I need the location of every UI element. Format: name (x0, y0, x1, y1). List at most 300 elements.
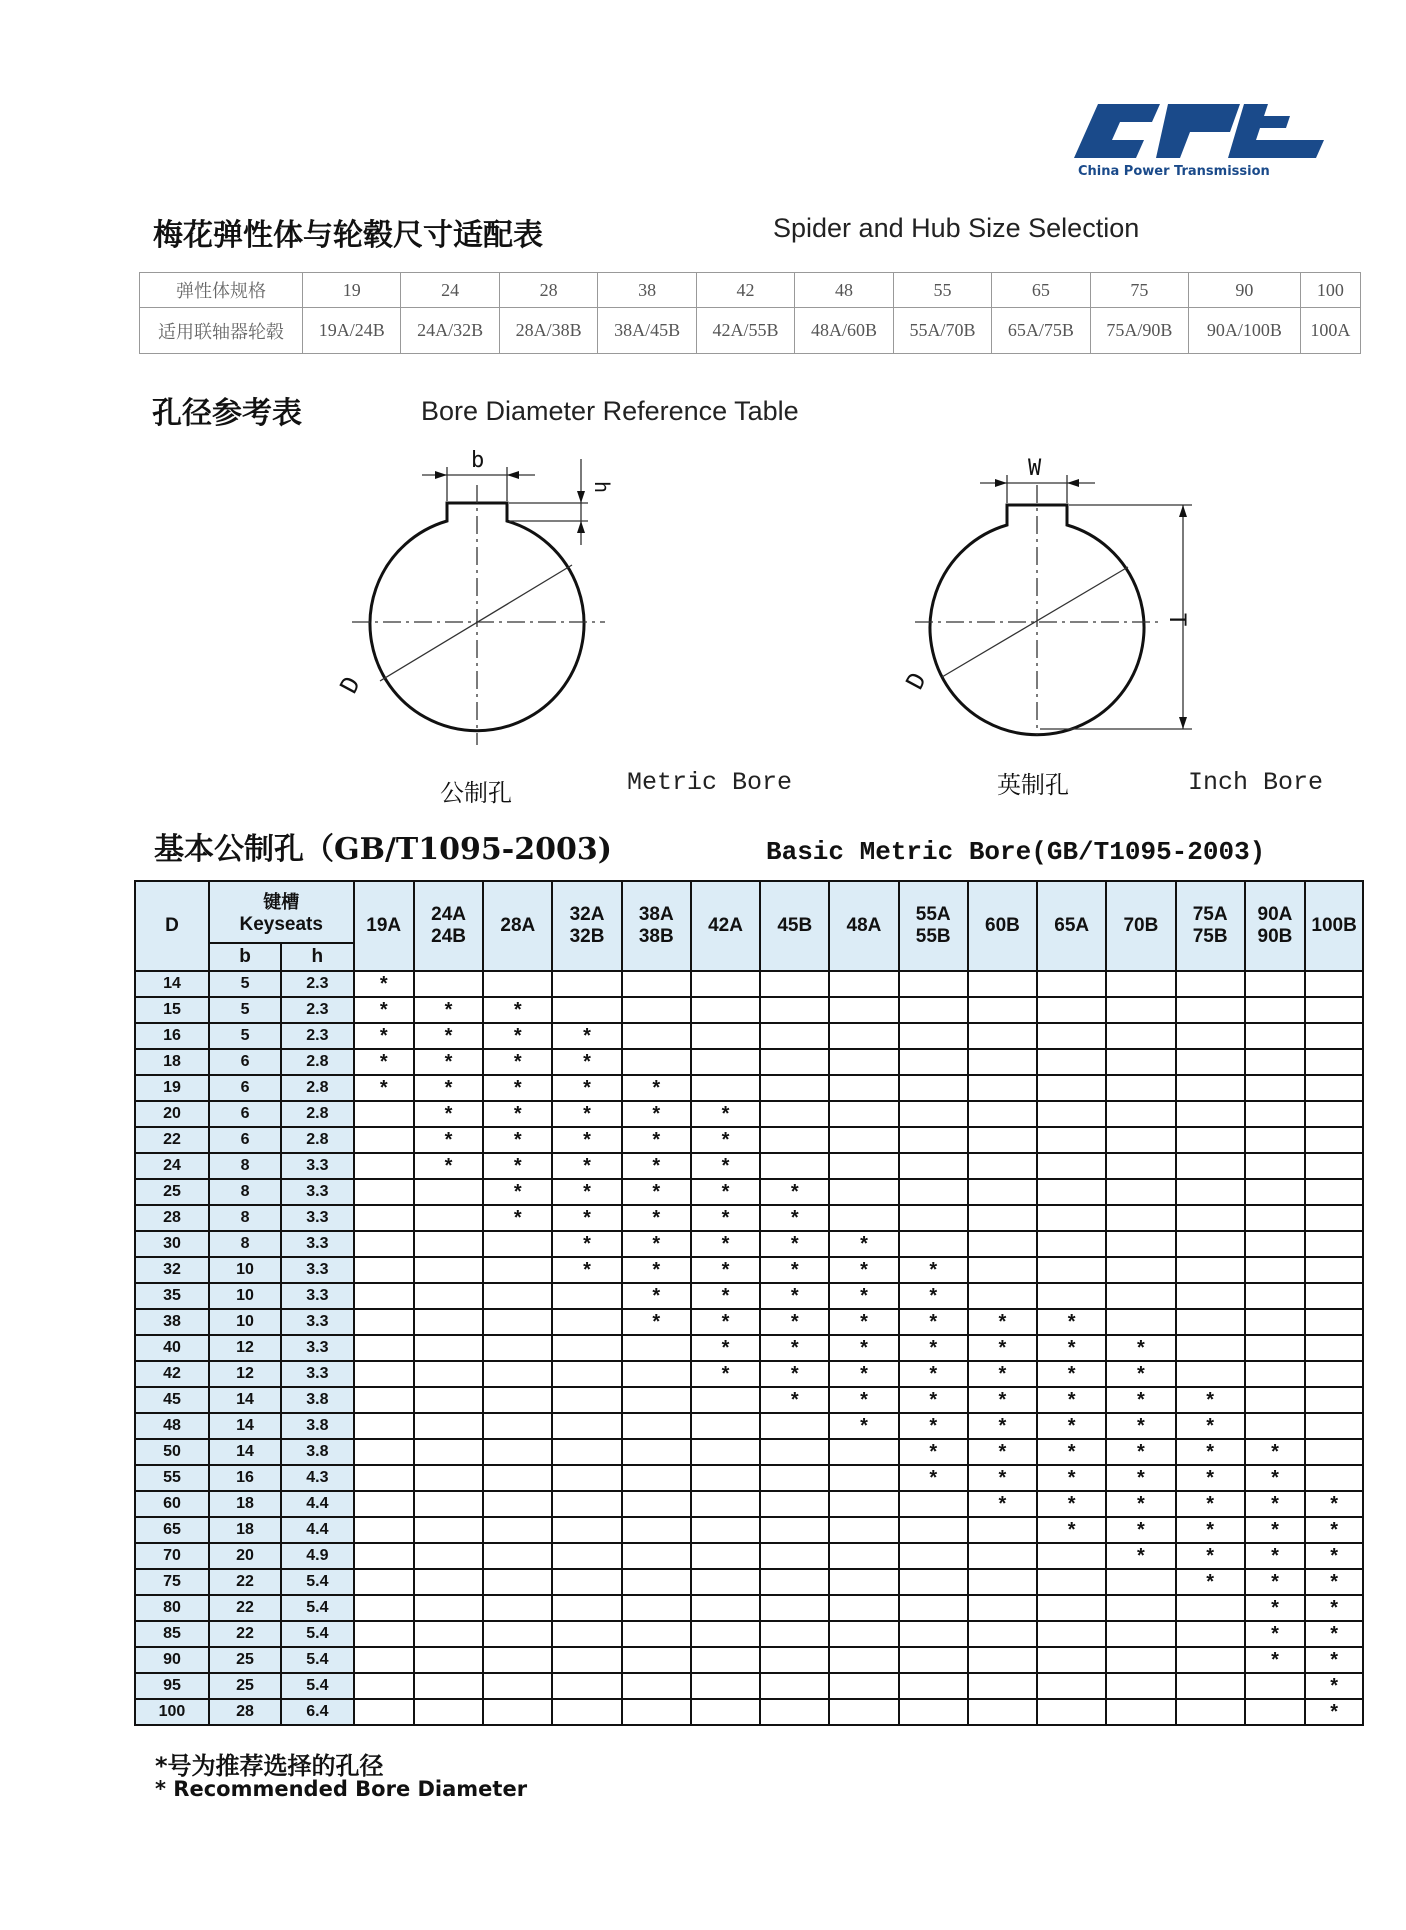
recommended-mark: * (760, 1361, 829, 1387)
empty-cell (622, 1517, 691, 1543)
keyseat-h-cell: 3.8 (281, 1439, 353, 1465)
recommended-mark: * (1245, 1517, 1305, 1543)
empty-cell (483, 971, 552, 997)
empty-cell (1245, 1179, 1305, 1205)
bore-d-cell: 18 (135, 1049, 209, 1075)
keyseat-h-cell: 2.3 (281, 997, 353, 1023)
table-row (135, 1309, 1363, 1335)
hub-label-line1: 48A (846, 915, 882, 936)
empty-cell (622, 1439, 691, 1465)
empty-cell (760, 1543, 829, 1569)
empty-cell (899, 1101, 968, 1127)
spider-hub-cell: 24A/32B (401, 308, 499, 354)
recommended-mark: * (1305, 1543, 1363, 1569)
metric-d-dimension-line (380, 565, 572, 681)
empty-cell (622, 1647, 691, 1673)
empty-cell (1176, 1699, 1245, 1725)
empty-cell (552, 1283, 621, 1309)
bore-d-cell: 22 (135, 1127, 209, 1153)
empty-cell (1106, 1127, 1175, 1153)
empty-cell (483, 1465, 552, 1491)
table-row (135, 1127, 1363, 1153)
empty-cell (1176, 997, 1245, 1023)
bore-table-header-row (135, 881, 1363, 943)
table-row (135, 1647, 1363, 1673)
table-row (135, 1465, 1363, 1491)
empty-cell (483, 1413, 552, 1439)
recommended-mark: * (1037, 1491, 1106, 1517)
spider-hub-cell: 90A/100B (1189, 308, 1301, 354)
recommended-mark: * (760, 1309, 829, 1335)
empty-cell (899, 1699, 968, 1725)
empty-cell (552, 1361, 621, 1387)
hub-label-line1: 75A (1192, 904, 1228, 925)
inch-bore-diagram (890, 445, 1210, 755)
empty-cell (691, 1647, 760, 1673)
empty-cell (483, 1257, 552, 1283)
empty-cell (552, 1413, 621, 1439)
keyseat-h-cell: 4.9 (281, 1543, 353, 1569)
recommended-mark: * (622, 1153, 691, 1179)
keyseat-b-cell: 20 (209, 1543, 281, 1569)
keyseat-h-cell: 2.3 (281, 971, 353, 997)
empty-cell (1037, 1647, 1106, 1673)
recommended-mark: * (1176, 1413, 1245, 1439)
recommended-mark: * (1305, 1621, 1363, 1647)
empty-cell (1106, 1309, 1175, 1335)
empty-cell (829, 1023, 898, 1049)
col-header-hub (1037, 881, 1106, 971)
hub-label-line1: 100B (1311, 915, 1357, 936)
recommended-mark: * (622, 1179, 691, 1205)
spider-hub-cell: 19A/24B (303, 308, 401, 354)
empty-cell (483, 1543, 552, 1569)
recommended-mark: * (354, 997, 414, 1023)
empty-cell (354, 1517, 414, 1543)
empty-cell (1037, 1699, 1106, 1725)
col-header-hub (483, 881, 552, 971)
empty-cell (1106, 1647, 1175, 1673)
spider-title-cn: 梅花弹性体与轮毂尺寸适配表 (153, 218, 543, 253)
empty-cell (414, 1413, 483, 1439)
spider-hub-cell: 28A/38B (499, 308, 597, 354)
metric-bore-label-cn: 公制孔 (440, 779, 512, 807)
basic-metric-bore-table (134, 880, 1364, 1726)
empty-cell (1245, 1101, 1305, 1127)
spider-size-cell: 38 (598, 273, 696, 308)
table-row (135, 1257, 1363, 1283)
bore-d-cell: 32 (135, 1257, 209, 1283)
empty-cell (899, 1153, 968, 1179)
empty-cell (760, 1153, 829, 1179)
empty-cell (414, 1673, 483, 1699)
keyseats-label-en: Keyseats (239, 914, 323, 935)
recommended-mark: * (1037, 1439, 1106, 1465)
empty-cell (622, 1023, 691, 1049)
table-row (135, 1569, 1363, 1595)
empty-cell (622, 1413, 691, 1439)
empty-cell (414, 1439, 483, 1465)
keyseat-b-cell: 14 (209, 1387, 281, 1413)
recommended-mark: * (899, 1361, 968, 1387)
keyseat-h-cell: 2.8 (281, 1101, 353, 1127)
empty-cell (1037, 1673, 1106, 1699)
empty-cell (899, 1569, 968, 1595)
empty-cell (552, 1335, 621, 1361)
empty-cell (354, 1179, 414, 1205)
bore-d-cell: 70 (135, 1543, 209, 1569)
recommended-mark: * (552, 1101, 621, 1127)
recommended-mark: * (1037, 1413, 1106, 1439)
empty-cell (1305, 1257, 1363, 1283)
empty-cell (622, 1595, 691, 1621)
spider-size-cell: 42 (696, 273, 794, 308)
recommended-mark: * (1037, 1387, 1106, 1413)
recommended-mark: * (1106, 1387, 1175, 1413)
empty-cell (622, 1049, 691, 1075)
bore-table-body (135, 971, 1363, 1725)
recommended-mark: * (760, 1335, 829, 1361)
keyseat-h-cell: 2.8 (281, 1049, 353, 1075)
empty-cell (1245, 1283, 1305, 1309)
keyseat-b-cell: 18 (209, 1491, 281, 1517)
recommended-mark: * (968, 1361, 1037, 1387)
empty-cell (414, 971, 483, 997)
bore-d-cell: 16 (135, 1023, 209, 1049)
empty-cell (1037, 1101, 1106, 1127)
empty-cell (552, 1595, 621, 1621)
empty-cell (1176, 1283, 1245, 1309)
empty-cell (1176, 1647, 1245, 1673)
empty-cell (552, 1491, 621, 1517)
col-header-h: h (281, 943, 353, 971)
empty-cell (1176, 1205, 1245, 1231)
recommended-mark: * (622, 1257, 691, 1283)
empty-cell (691, 1049, 760, 1075)
empty-cell (1305, 997, 1363, 1023)
empty-cell (1037, 1595, 1106, 1621)
keyseat-h-cell: 3.3 (281, 1205, 353, 1231)
empty-cell (1305, 1335, 1363, 1361)
empty-cell (760, 1491, 829, 1517)
empty-cell (1176, 1153, 1245, 1179)
recommended-mark: * (829, 1283, 898, 1309)
empty-cell (414, 1569, 483, 1595)
table-row (135, 1595, 1363, 1621)
bore-d-cell: 80 (135, 1595, 209, 1621)
empty-cell (1305, 1153, 1363, 1179)
recommended-mark: * (691, 1309, 760, 1335)
recommended-mark: * (1037, 1465, 1106, 1491)
recommended-mark: * (1176, 1543, 1245, 1569)
recommended-mark: * (1106, 1491, 1175, 1517)
spider-hub-cell: 100A (1300, 308, 1360, 354)
col-header-hub (354, 881, 414, 971)
empty-cell (1106, 997, 1175, 1023)
recommended-mark: * (968, 1309, 1037, 1335)
col-header-hub (622, 881, 691, 971)
empty-cell (1305, 1127, 1363, 1153)
empty-cell (1176, 1179, 1245, 1205)
spider-hub-cell: 38A/45B (598, 308, 696, 354)
empty-cell (829, 1075, 898, 1101)
empty-cell (1245, 1075, 1305, 1101)
empty-cell (414, 1699, 483, 1725)
keyseat-b-cell: 12 (209, 1361, 281, 1387)
hub-label-line2: 90B (1257, 926, 1293, 947)
empty-cell (691, 1595, 760, 1621)
empty-cell (354, 1413, 414, 1439)
empty-cell (414, 1283, 483, 1309)
empty-cell (829, 1491, 898, 1517)
recommended-mark: * (968, 1413, 1037, 1439)
spider-hub-row (140, 308, 1361, 354)
recommended-mark: * (691, 1257, 760, 1283)
empty-cell (414, 1595, 483, 1621)
spider-size-label: 弹性体规格 (140, 273, 303, 308)
recommended-mark: * (622, 1205, 691, 1231)
empty-cell (1106, 1699, 1175, 1725)
empty-cell (1037, 997, 1106, 1023)
empty-cell (1305, 971, 1363, 997)
keyseat-b-cell: 8 (209, 1205, 281, 1231)
bore-d-cell: 90 (135, 1647, 209, 1673)
spider-size-cell: 28 (499, 273, 597, 308)
empty-cell (1305, 1231, 1363, 1257)
keyseat-b-cell: 5 (209, 1023, 281, 1049)
recommended-mark: * (1245, 1491, 1305, 1517)
empty-cell (899, 1595, 968, 1621)
spider-hub-label: 适用联轴器轮毂 (140, 308, 303, 354)
spider-size-cell: 75 (1090, 273, 1188, 308)
empty-cell (760, 971, 829, 997)
recommended-mark: * (1176, 1387, 1245, 1413)
keyseat-b-cell: 16 (209, 1465, 281, 1491)
empty-cell (968, 1699, 1037, 1725)
empty-cell (483, 1309, 552, 1335)
empty-cell (968, 1673, 1037, 1699)
empty-cell (899, 1647, 968, 1673)
empty-cell (354, 1491, 414, 1517)
recommended-mark: * (760, 1283, 829, 1309)
empty-cell (483, 1569, 552, 1595)
empty-cell (483, 1491, 552, 1517)
keyseat-b-cell: 8 (209, 1179, 281, 1205)
recommended-mark: * (1245, 1621, 1305, 1647)
recommended-mark: * (829, 1387, 898, 1413)
keyseat-b-cell: 28 (209, 1699, 281, 1725)
empty-cell (1305, 1387, 1363, 1413)
spider-size-cell: 65 (992, 273, 1090, 308)
empty-cell (1106, 1621, 1175, 1647)
empty-cell (622, 1465, 691, 1491)
empty-cell (414, 1647, 483, 1673)
empty-cell (1245, 1205, 1305, 1231)
col-header-hub (1106, 881, 1175, 971)
empty-cell (552, 1569, 621, 1595)
table-row (135, 1179, 1363, 1205)
table-row (135, 1517, 1363, 1543)
recommended-mark: * (1106, 1335, 1175, 1361)
empty-cell (760, 1647, 829, 1673)
empty-cell (829, 1595, 898, 1621)
keyseat-h-cell: 3.3 (281, 1283, 353, 1309)
empty-cell (1245, 1231, 1305, 1257)
basic-metric-title-en: Basic Metric Bore(GB/T1095-2003) (766, 837, 1266, 867)
keyseat-b-cell: 22 (209, 1569, 281, 1595)
keyseat-b-cell: 10 (209, 1309, 281, 1335)
keyseat-h-cell: 5.4 (281, 1595, 353, 1621)
recommended-mark: * (1037, 1335, 1106, 1361)
bore-d-cell: 60 (135, 1491, 209, 1517)
col-header-hub (552, 881, 621, 971)
empty-cell (354, 1387, 414, 1413)
empty-cell (899, 1127, 968, 1153)
inch-bore-label-en: Inch Bore (1188, 768, 1324, 797)
table-row (135, 1023, 1363, 1049)
table-row (135, 1543, 1363, 1569)
hub-label-line1: 24A (431, 904, 466, 925)
recommended-mark: * (622, 1075, 691, 1101)
spider-hub-cell: 48A/60B (795, 308, 893, 354)
col-header-hub (829, 881, 898, 971)
cpt-logo-text: China Power Transmission (1078, 164, 1270, 178)
recommended-mark: * (1305, 1595, 1363, 1621)
recommended-mark: * (483, 1023, 552, 1049)
empty-cell (691, 997, 760, 1023)
recommended-mark: * (483, 1127, 552, 1153)
empty-cell (968, 1595, 1037, 1621)
empty-cell (691, 1569, 760, 1595)
inch-dim-w: W (1028, 456, 1042, 481)
empty-cell (483, 1647, 552, 1673)
keyseat-b-cell: 5 (209, 971, 281, 997)
empty-cell (1305, 1075, 1363, 1101)
recommended-mark: * (968, 1387, 1037, 1413)
recommended-mark: * (968, 1439, 1037, 1465)
empty-cell (354, 1595, 414, 1621)
col-header-hub (1245, 881, 1305, 971)
empty-cell (1037, 1543, 1106, 1569)
empty-cell (1037, 1231, 1106, 1257)
empty-cell (622, 1335, 691, 1361)
recommended-mark: * (552, 1023, 621, 1049)
empty-cell (483, 1439, 552, 1465)
recommended-mark: * (899, 1283, 968, 1309)
recommended-mark: * (414, 1127, 483, 1153)
bore-d-cell: 40 (135, 1335, 209, 1361)
keyseat-b-cell: 6 (209, 1101, 281, 1127)
empty-cell (552, 1647, 621, 1673)
keyseat-h-cell: 4.4 (281, 1491, 353, 1517)
empty-cell (1037, 1283, 1106, 1309)
empty-cell (829, 1205, 898, 1231)
empty-cell (1176, 1595, 1245, 1621)
empty-cell (1245, 1699, 1305, 1725)
keyseat-h-cell: 5.4 (281, 1569, 353, 1595)
recommended-mark: * (1305, 1517, 1363, 1543)
recommended-mark: * (1245, 1439, 1305, 1465)
empty-cell (760, 1465, 829, 1491)
recommended-mark: * (1176, 1569, 1245, 1595)
empty-cell (1245, 1413, 1305, 1439)
keyseat-h-cell: 3.8 (281, 1387, 353, 1413)
table-row (135, 1699, 1363, 1725)
empty-cell (1106, 1673, 1175, 1699)
empty-cell (483, 1283, 552, 1309)
hub-label-line2: 32B (569, 926, 605, 947)
recommended-mark: * (1305, 1699, 1363, 1725)
keyseat-h-cell: 3.3 (281, 1257, 353, 1283)
recommended-mark: * (691, 1153, 760, 1179)
recommended-mark: * (1305, 1569, 1363, 1595)
empty-cell (968, 997, 1037, 1023)
recommended-mark: * (414, 1075, 483, 1101)
empty-cell (1106, 1179, 1175, 1205)
empty-cell (1245, 1023, 1305, 1049)
keyseat-h-cell: 3.3 (281, 1361, 353, 1387)
empty-cell (354, 1543, 414, 1569)
metric-dim-d: D (334, 671, 367, 698)
empty-cell (829, 1673, 898, 1699)
recommended-mark: * (760, 1257, 829, 1283)
empty-cell (483, 1673, 552, 1699)
empty-cell (829, 1049, 898, 1075)
empty-cell (829, 1439, 898, 1465)
empty-cell (483, 1387, 552, 1413)
empty-cell (1037, 971, 1106, 997)
recommended-mark: * (1176, 1517, 1245, 1543)
empty-cell (1037, 1205, 1106, 1231)
recommended-mark: * (899, 1387, 968, 1413)
empty-cell (899, 1231, 968, 1257)
empty-cell (760, 1075, 829, 1101)
empty-cell (760, 1621, 829, 1647)
bore-d-cell: 48 (135, 1413, 209, 1439)
keyseat-h-cell: 4.3 (281, 1465, 353, 1491)
bore-d-cell: 38 (135, 1309, 209, 1335)
empty-cell (552, 1465, 621, 1491)
empty-cell (899, 1205, 968, 1231)
empty-cell (414, 1335, 483, 1361)
recommended-mark: * (1245, 1465, 1305, 1491)
col-header-hub (968, 881, 1037, 971)
recommended-mark: * (899, 1413, 968, 1439)
empty-cell (1305, 1309, 1363, 1335)
recommended-mark: * (1106, 1361, 1175, 1387)
keyseat-h-cell: 3.8 (281, 1413, 353, 1439)
keyseat-b-cell: 10 (209, 1283, 281, 1309)
empty-cell (354, 1283, 414, 1309)
recommended-mark: * (483, 1205, 552, 1231)
recommended-mark: * (354, 1023, 414, 1049)
recommended-mark: * (483, 1101, 552, 1127)
col-header-hub (899, 881, 968, 971)
bore-d-cell: 45 (135, 1387, 209, 1413)
footnote-en: * Recommended Bore Diameter (155, 1777, 528, 1801)
keyseat-b-cell: 5 (209, 997, 281, 1023)
empty-cell (691, 1387, 760, 1413)
empty-cell (552, 1439, 621, 1465)
table-row (135, 1673, 1363, 1699)
empty-cell (1305, 1439, 1363, 1465)
hub-label-line1: 32A (569, 904, 605, 925)
hub-label-line2: 75B (1192, 926, 1228, 947)
recommended-mark: * (968, 1491, 1037, 1517)
keyseat-b-cell: 14 (209, 1413, 281, 1439)
metric-bore-label-en: Metric Bore (627, 768, 793, 797)
empty-cell (414, 1517, 483, 1543)
